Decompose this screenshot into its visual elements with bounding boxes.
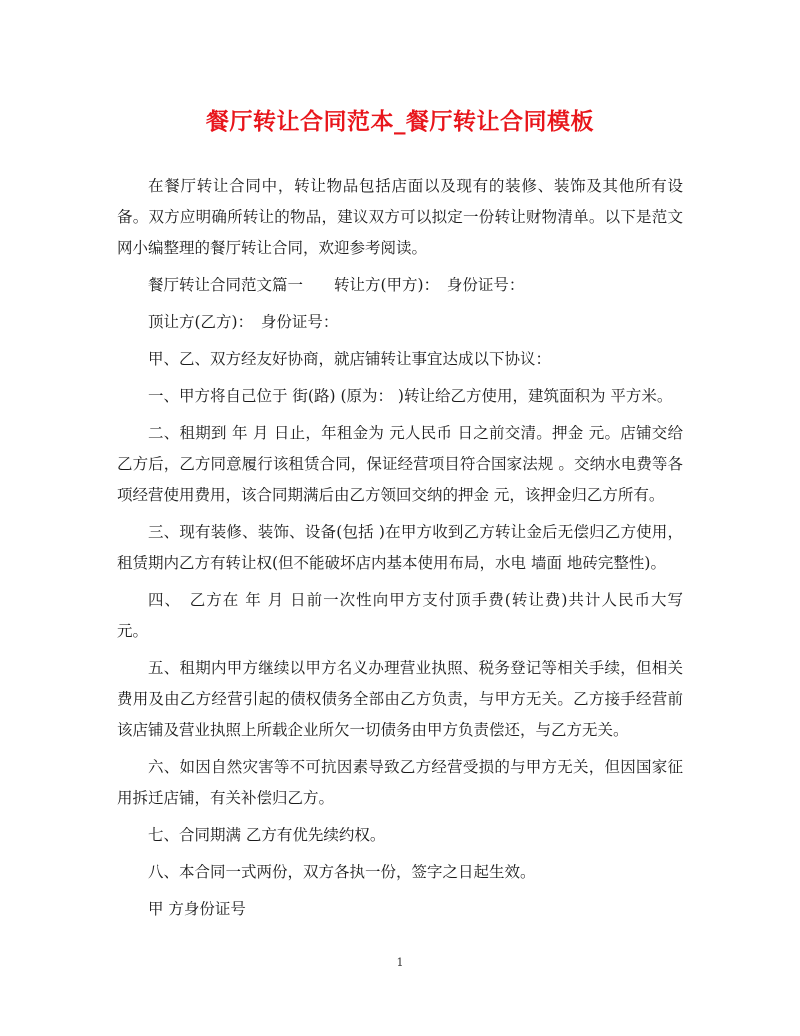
paragraph-parties-header: 餐厅转让合同范文篇一 转让方(甲方)： 身份证号：	[148, 276, 525, 294]
paragraph-intro: 在餐厅转让合同中，转让物品包括店面以及现有的装修、装饰及其他所有设备。双方应明确所转让的物品，建议双方可以拟定一份转让财物清单。以下是范文网小编整理的餐厅转让合同，欢迎参考阅读。	[117, 177, 683, 257]
page-number: 1	[396, 956, 404, 969]
paragraph-clause-4: 四、 乙方在 年 月 日前一次性向甲方支付顶手费(转让费)共计人民币大写 元。	[117, 591, 683, 640]
paragraph-clause-2: 二、租期到 年 月 日止，年租金为 元人民币 日之前交清。押金 元。店铺交给乙方后，乙方同意履行该租赁合同，保证经营项目符合国家法规 。交纳水电费等各项经营使用费用，该合同期满后由乙方领回交纳的押金 元，该押金归乙方所有。	[117, 424, 683, 504]
paragraph-clause-8: 八、本合同一式两份，双方各执一份，签字之日起生效。	[148, 863, 536, 881]
paragraph-clause-1: 一、甲方将自己位于 街(路) (原为： )转让给乙方使用，建筑面积为 平方米。	[148, 387, 673, 405]
paragraph-clause-6: 六、如因自然灾害等不可抗因素导致乙方经营受损的与甲方无关，但因国家征用拆迁店铺，有关补偿归乙方。	[117, 758, 683, 807]
paragraph-clause-3: 三、现有装修、装饰、设备(包括 )在甲方收到乙方转让金后无偿归乙方使用，租赁期内乙方有转让权(但不能破坏店内基本使用布局，水电 墙面 地砖完整性)。	[117, 523, 683, 572]
paragraph-party-b: 顶让方(乙方)： 身份证号：	[148, 313, 339, 331]
paragraph-signature-line: 甲 方身份证号	[148, 900, 246, 918]
paragraph-clause-7: 七、合同期满 乙方有优先续约权。	[148, 826, 386, 844]
document-title: 餐厅转让合同范本_餐厅转让合同模板	[206, 109, 594, 135]
paragraph-agreement: 甲、乙、双方经友好协商，就店铺转让事宜达成以下协议：	[148, 350, 552, 368]
document-body	[117, 171, 683, 931]
paragraph-clause-5: 五、租期内甲方继续以甲方名义办理营业执照、税务登记等相关手续，但相关费用及由乙方经营引起的债权债务全部由乙方负责，与甲方无关。乙方接手经营前该店铺及营业执照上所载企业所欠一切债务由甲方负责偿还，与乙方无关。	[117, 659, 683, 739]
